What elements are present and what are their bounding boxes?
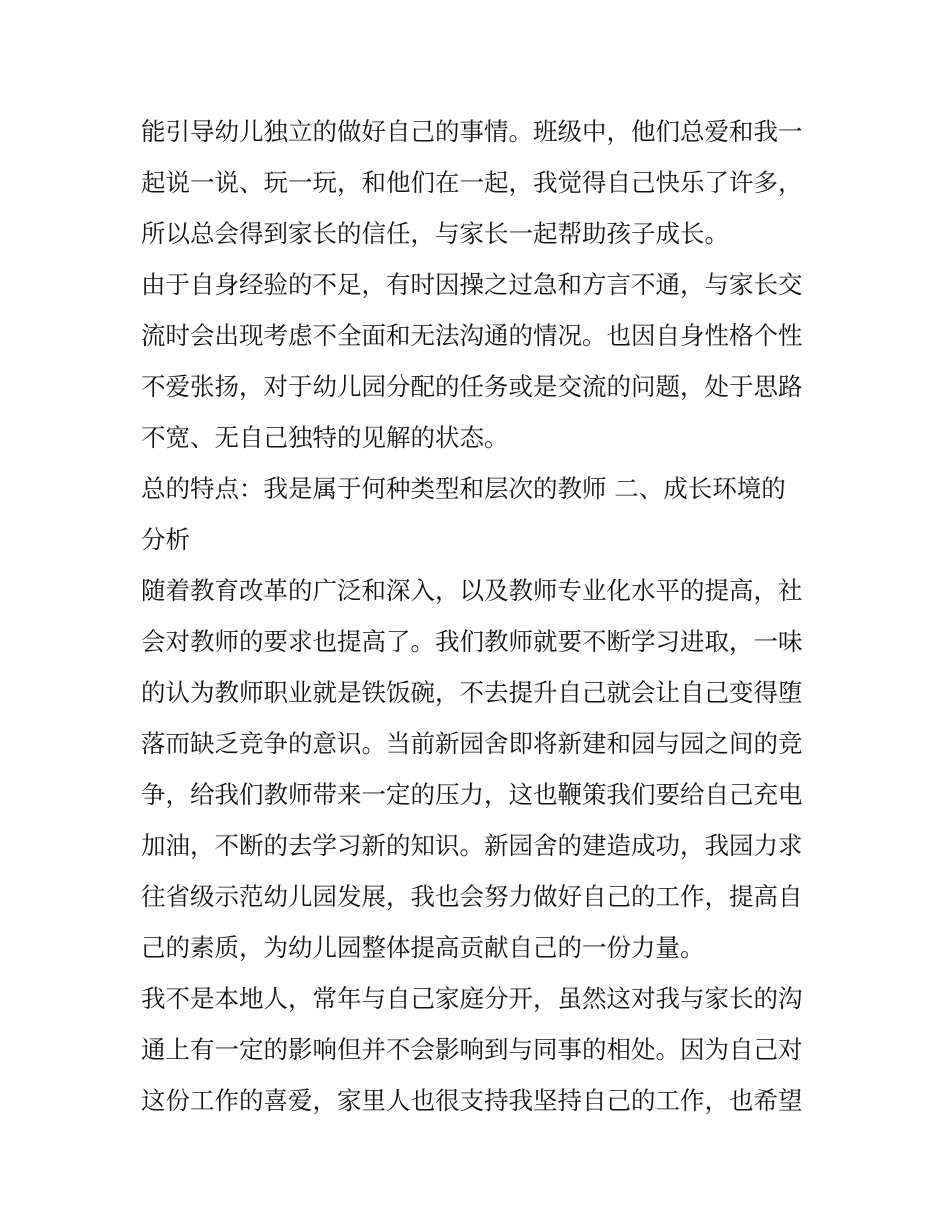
text-line: 通上有一定的影响但并不会影响到与同事的相处。因为自己对: [141, 1035, 803, 1064]
text-line: 由于自身经验的不足，有时因操之过急和方言不通，与家长交: [141, 270, 803, 299]
text-line: 所以总会得到家长的信任，与家长一起帮助孩子成长。: [141, 219, 729, 248]
text-line: 不宽、无自己独特的见解的状态。: [141, 423, 509, 452]
text-line: 加油，不断的去学习新的知识。新园舍的建造成功，我园力求: [141, 831, 803, 860]
text-line: 己的素质，为幼儿园整体提高贡献自己的一份力量。: [141, 933, 705, 962]
text-line: 会对教师的要求也提高了。我们教师就要不断学习进取，一味: [141, 627, 803, 656]
text-line: 总的特点：我是属于何种类型和层次的教师 二、成长环境的: [141, 474, 786, 503]
text-line: 流时会出现考虑不全面和无法沟通的情况。也因自身性格个性: [141, 321, 803, 350]
text-line: 随着教育改革的广泛和深入，以及教师专业化水平的提高，社: [141, 576, 803, 605]
text-line: 的认为教师职业就是铁饭碗，不去提升自己就会让自己变得堕: [141, 678, 803, 707]
text-line: 争，给我们教师带来一定的压力，这也鞭策我们要给自己充电: [141, 780, 803, 809]
text-line: 落而缺乏竞争的意识。当前新园舍即将新建和园与园之间的竞: [141, 729, 803, 758]
text-line: 分析: [141, 525, 190, 554]
text-line: 这份工作的喜爱，家里人也很支持我坚持自己的工作，也希望: [141, 1086, 803, 1115]
text-line: 起说一说、玩一玩，和他们在一起，我觉得自己快乐了许多，: [141, 168, 803, 197]
document-body-text: [141, 106, 813, 1126]
text-line: 往省级示范幼儿园发展，我也会努力做好自己的工作，提高自: [141, 882, 803, 911]
text-line: 不爱张扬，对于幼儿园分配的任务或是交流的问题，处于思路: [141, 372, 803, 401]
text-line: 我不是本地人，常年与自己家庭分开，虽然这对我与家长的沟: [141, 984, 803, 1013]
text-line: 能引导幼儿独立的做好自己的事情。班级中，他们总爱和我一: [141, 117, 803, 146]
